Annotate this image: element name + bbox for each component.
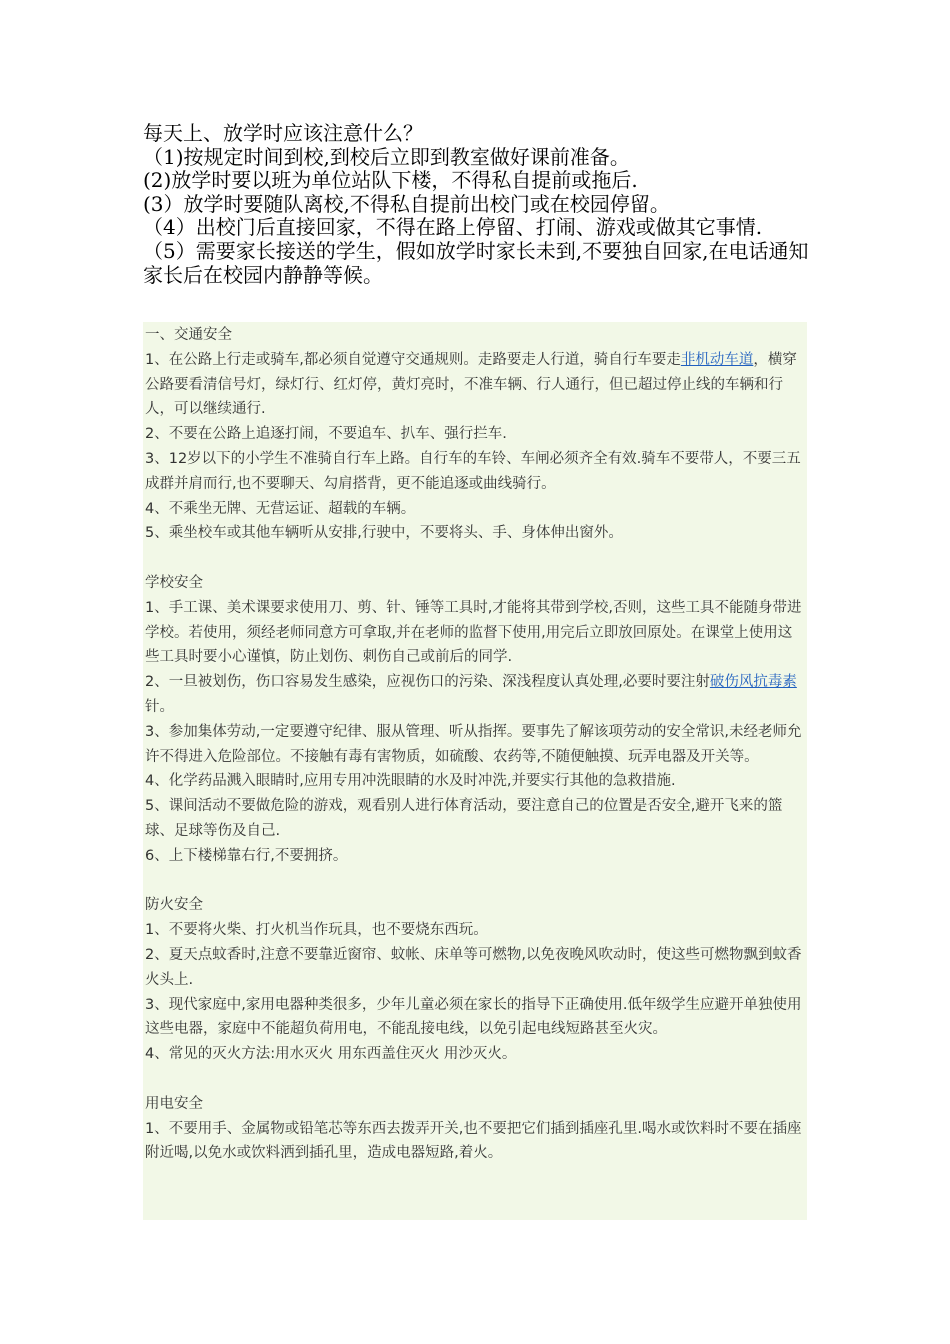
school-item-1: 1、手工课、美术课要求使用刀、剪、针、锤等工具时,才能将其带到学校,否则，这些工具不能随身带进学校。若使用，须经老师同意方可拿取,并在老师的监督下使用,用完后立即放回原处。在课堂上使用这些工具时要小心谨慎，防止划伤、刺伤自己或前后的同学. bbox=[145, 599, 802, 666]
traffic-item-1-rest: ，横穿公路要看清信号灯，绿灯行、红灯停，黄灯亮时，不准车辆、行人通行，但已超过停止线的车辆和行人，可以继续通行. bbox=[145, 351, 797, 418]
traffic-item-1 bbox=[145, 348, 803, 422]
intro-item-5: （5）需要家长接送的学生，假如放学时家长未到,不要独自回家,在电话通知家长后在校园内静静等候。 bbox=[143, 238, 809, 287]
section-gap bbox=[145, 546, 803, 571]
school-item-4: 4、化学药品溅入眼睛时,应用专用冲洗眼睛的水及时冲洗,并要实行其他的急救措施. bbox=[145, 773, 676, 790]
school-item-6: 6、上下楼梯靠右行,不要拥挤。 bbox=[145, 847, 348, 864]
non-motor-lane-link[interactable]: 非机动车道 bbox=[680, 351, 754, 368]
school-item-2 bbox=[145, 670, 803, 720]
school-title: 学校安全 bbox=[145, 574, 203, 591]
intro-title: 每天上、放学时应该注意什么？ bbox=[143, 121, 423, 145]
intro-item-3: (3）放学时要随队离校,不得私自提前出校门或在校园停留。 bbox=[143, 191, 670, 216]
tetanus-antitoxin-link[interactable]: 破伤风抗毒素 bbox=[709, 674, 797, 691]
electric-title: 用电安全 bbox=[145, 1095, 203, 1112]
fire-item-2: 2、夏天点蚊香时,注意不要靠近窗帘、蚊帐、床单等可燃物,以免夜晚风吹动时，使这些可燃物飘到蚊香火头上. bbox=[145, 946, 802, 988]
school-item-2-rest: 针。 bbox=[145, 698, 174, 715]
intro-section bbox=[143, 122, 813, 287]
traffic-item-1-text: 1、在公路上行走或骑车,都必须自觉遵守交通规则。走路要走人行道，骑自行车要走 bbox=[145, 351, 681, 368]
traffic-item-5: 5、乘坐校车或其他车辆听从安排,行驶中，不要将头、手、身体伸出窗外。 bbox=[145, 525, 623, 542]
school-item-5: 5、课间活动不要做危险的游戏，观看别人进行体育活动，要注意自己的位置是否安全,避开飞来的篮球、足球等伤及自己. bbox=[145, 798, 783, 839]
fire-title: 防火安全 bbox=[145, 897, 203, 914]
intro-item-1: （1)按规定时间到校,到校后立即到教室做好课前准备。 bbox=[143, 144, 630, 169]
section-gap bbox=[145, 869, 803, 894]
electric-item-1: 1、不要用手、金属物或铅笔芯等东西去拨弄开关,也不要把它们插到插座孔里.喝水或饮料时不要在插座附近喝,以免水或饮料洒到插孔里，造成电器短路,着火。 bbox=[145, 1120, 802, 1162]
traffic-item-4: 4、不乘坐无牌、无营运证、超载的车辆。 bbox=[145, 500, 416, 517]
traffic-item-2: 2、不要在公路上追逐打闹，不要追车、扒车、强行拦车. bbox=[145, 426, 507, 443]
intro-item-4: （4）出校门后直接回家，不得在路上停留、打闹、游戏或做其它事情. bbox=[143, 215, 763, 240]
school-item-3: 3、参加集体劳动,一定要遵守纪律、服从管理、听从指挥。要事先了解该项劳动的安全常识,未经老师允许不得进入危险部位。不接触有毒有害物质，如硫酸、农药等,不随便触摸、玩弄电器及开关等。 bbox=[145, 723, 802, 765]
section-gap bbox=[145, 1067, 803, 1092]
intro-item-2: (2)放学时要以班为单位站队下楼，不得私自提前或拖后. bbox=[143, 168, 638, 193]
school-item-2-text: 2、一旦被划伤，伤口容易发生感染，应视伤口的污染、深浅程度认真处理,必要时要注射 bbox=[145, 674, 710, 691]
safety-panel bbox=[143, 322, 807, 1220]
fire-item-4: 4、常见的灭火方法:用水灭火 用东西盖住灭火 用沙灭火。 bbox=[145, 1046, 517, 1063]
fire-item-1: 1、不要将火柴、打火机当作玩具，也不要烧东西玩。 bbox=[145, 922, 488, 939]
traffic-title: 一、交通安全 bbox=[145, 327, 232, 343]
traffic-item-3: 3、12岁以下的小学生不准骑自行车上路。自行车的车铃、车闸必须齐全有效.骑车不要带人，不要三五成群并肩而行,也不要聊天、勾肩搭背，更不能追逐或曲线骑行。 bbox=[145, 450, 801, 492]
fire-item-3: 3、现代家庭中,家用电器种类很多，少年儿童必须在家长的指导下正确使用.低年级学生应避开单独使用这些电器，家庭中不能超负荷用电，不能乱接电线，以免引起电线短路甚至火灾。 bbox=[145, 996, 802, 1038]
